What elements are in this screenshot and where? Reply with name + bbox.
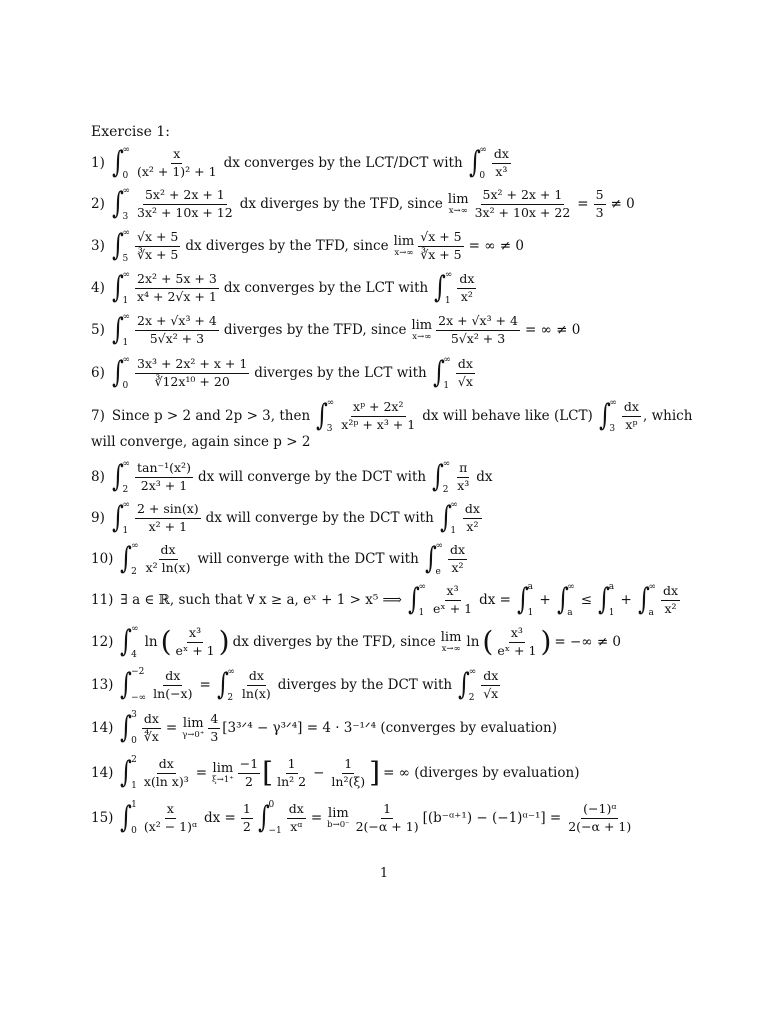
- item-6: 6) ∫ ∞ 0 $\frac{\text{3x³ + 2x² + x + 1}}{\text{∛12x¹⁰ + 20}}$ diverges by the LCT with ∫ ∞ 1 $\frac{dx}{√x}$: [91, 355, 473, 391]
- integral: ∫ 1 0: [120, 800, 137, 836]
- integral: ∫ ∞ 2: [111, 459, 130, 495]
- integral: ∫ ∞ 1: [111, 270, 130, 306]
- fraction: $\frac{dx}{\text{x²}}$: [662, 583, 678, 616]
- limit: lim x→∞: [447, 191, 469, 216]
- item-14b: 14) ∫ 2 1 $\frac{dx}{\text{x(ln x)³}}$ = lim ξ→1⁺ $\frac{-1}{2}$ [ $\frac{1}{\text{ln² 2}}$ − $\frac{1}{\text{ln²(ξ)}}$ ] = ∞ (diverges by evaluation): [91, 755, 580, 791]
- fraction: $\frac{dx}{\text{x²}}$: [464, 501, 480, 534]
- item-7-continuation: will converge, again since p > 2: [91, 434, 311, 450]
- integral: ∫ ∞ 4: [120, 624, 139, 660]
- integral: ∫ ∞ 1: [407, 582, 427, 618]
- fraction: $\frac{dx}{√x}$: [457, 356, 473, 389]
- integral: ∫ 2 1: [120, 755, 137, 791]
- fraction: $\frac{\text{x³}}{\text{eˣ + 1}}$: [175, 625, 215, 658]
- exercise-heading: Exercise 1:: [91, 124, 170, 140]
- integral: ∫ a 1: [516, 582, 534, 618]
- fraction: $\frac{dx}{\ln(x)}$: [241, 668, 271, 701]
- integral: ∫ ∞ 1: [434, 270, 453, 306]
- limit: lim x→∞: [440, 629, 462, 654]
- integral: ∫ ∞ 1: [439, 500, 458, 536]
- fraction: $\frac{\pi}{\text{x³}}$: [457, 460, 470, 493]
- item-14: 14) ∫ 3 0 $\frac{dx}{∜x}$ = lim γ→0⁺ $\frac{4}{3}$ [3³ᐟ⁴ − γ³ᐟ⁴] = 4 · 3⁻¹ᐟ⁴ (converges by evaluation): [91, 710, 558, 746]
- page-number: 1: [379, 866, 389, 881]
- fraction: $\frac{dx}{\text{x²}}$: [459, 271, 475, 304]
- integral: ∫ ∞ 3: [316, 398, 335, 434]
- integral: ∫ ∞ 2: [120, 541, 139, 577]
- fraction: $\frac{√x + 5}{∛x + 5}$: [137, 229, 179, 262]
- integral: ∫ ∞ 5: [111, 228, 130, 264]
- fraction: $\frac{1}{2(-\alpha + 1)}$: [355, 801, 419, 834]
- integral: ∫ ∞ 3: [598, 398, 617, 434]
- integral: ∫ ∞ e: [424, 541, 443, 577]
- item-11: 11) ∃ a ∈ ℝ, such that ∀ x ≥ a, eˣ + 1 > x⁵ ⟹ ∫ ∞ 1 $\frac{\text{x³}}{\text{eˣ + 1}}$ dx = ∫ a 1 + ∫ ∞ a ≤ ∫ a 1 + ∫ ∞ a $\frac{dx}{\text{x²}}$: [91, 582, 678, 618]
- fraction: $\frac{dx}{\text{xᵅ}}$: [288, 801, 304, 834]
- integral: ∫ ∞ 3: [111, 186, 130, 222]
- fraction: $\frac{dx}{\text{x² ln(x)}}$: [145, 542, 191, 575]
- fraction: $\frac{-1}{2}$: [239, 756, 259, 789]
- integral: ∫ ∞ 0: [111, 145, 130, 181]
- fraction: $\frac{dx}{\text{x²}}$: [449, 542, 465, 575]
- item-3: 3) ∫ ∞ 5 $\frac{√x + 5}{∛x + 5}$ dx diverges by the TFD, since lim x→∞ $\frac{√x + 5}{∛x + 5}$ = ∞ ≠ 0: [91, 228, 524, 264]
- fraction: $\frac{\text{2x² + 5x + 3}}{\text{x⁴ + 2√x + 1}}$: [137, 271, 217, 304]
- fraction: $\frac{\text{3x³ + 2x² + x + 1}}{\text{∛12x¹⁰ + 20}}$: [137, 356, 248, 389]
- item-10: 10) ∫ ∞ 2 $\frac{dx}{\text{x² ln(x)}}$ will converge with the DCT with ∫ ∞ e $\frac{dx}{\text{x²}}$: [91, 541, 465, 577]
- integral: ∫ ∞ 1: [432, 355, 451, 391]
- item-4: 4) ∫ ∞ 1 $\frac{\text{2x² + 5x + 3}}{\text{x⁴ + 2√x + 1}}$ dx converges by the LCT with ∫ ∞ 1 $\frac{dx}{\text{x²}}$: [91, 270, 475, 306]
- limit: lim γ→0⁺: [182, 715, 205, 740]
- fraction: $\frac{\text{5x² + 2x + 1}}{\text{3x² + 10x + 12}}$: [137, 187, 233, 220]
- fraction: $\frac{dx}{\text{x(ln x)³}}$: [143, 756, 189, 789]
- fraction: $\frac{4}{3}$: [210, 711, 219, 744]
- fraction: $\frac{5}{3}$: [595, 187, 604, 220]
- limit: lim ξ→1⁺: [212, 760, 234, 785]
- item-1: 1) ∫ ∞ 0 $\frac{x}{\text{(x² + 1)² + 1}}$ dx converges by the LCT/DCT with ∫ ∞ 0 $\frac{dx}{\text{x³}}$: [91, 145, 509, 181]
- fraction: $\frac{\text{5x² + 2x + 1}}{\text{3x² + 10x + 22}}$: [474, 187, 571, 220]
- integral: ∫ ∞ a: [556, 582, 575, 618]
- integral: ∫ ∞ 0: [468, 145, 487, 181]
- integral: ∫ ∞ 2: [216, 667, 235, 703]
- fraction: $\frac{\text{2x + √x³ + 4}}{\text{5√x² + 3}}$: [438, 313, 518, 346]
- integral: ∫ −2 −∞: [120, 667, 147, 703]
- item-13: 13) ∫ −2 −∞ $\frac{dx}{\ln(-x)}$ = ∫ ∞ 2 $\frac{dx}{\ln(x)}$ diverges by the DCT with ∫ ∞ 2 $\frac{dx}{√x}$: [91, 667, 499, 703]
- fraction: $\frac{1}{\text{ln²(ξ)}}$: [331, 756, 366, 789]
- item-9: 9) ∫ ∞ 1 $\frac{2 + \sin(x)}{\text{x² + 1}}$ dx will converge by the DCT with ∫ ∞ 1 $\frac{dx}{\text{x²}}$: [91, 500, 480, 536]
- limit: lim b→0⁻: [327, 805, 350, 830]
- integral: ∫ ∞ 2: [432, 459, 451, 495]
- item-12: 12) ∫ ∞ 4 ln ( $\frac{\text{x³}}{\text{eˣ + 1}}$ ) dx diverges by the TFD, since lim x→∞ ln ( $\frac{\text{x³}}{\text{eˣ + 1}}$ ) = −∞ ≠ 0: [91, 624, 622, 660]
- fraction: $\frac{\text{2x + √x³ + 4}}{\text{5√x² + 3}}$: [137, 313, 217, 346]
- integral: ∫ ∞ 2: [458, 667, 477, 703]
- integral: ∫ ∞ 0: [111, 355, 130, 391]
- fraction: $\frac{dx}{∜x}$: [143, 711, 159, 744]
- item-5: 5) ∫ ∞ 1 $\frac{\text{2x + √x³ + 4}}{\text{5√x² + 3}}$ diverges by the TFD, since lim x→∞ $\frac{\text{2x + √x³ + 4}}{\text{5√x² + 3}}$ = ∞ ≠ 0: [91, 312, 581, 348]
- fraction: $\frac{dx}{\text{xᵖ}}$: [623, 399, 639, 432]
- limit: lim x→∞: [411, 317, 433, 342]
- integral: ∫ ∞ a: [637, 582, 656, 618]
- integral: ∫ ∞ 1: [111, 500, 130, 536]
- fraction: $\frac{x}{\text{(x² + 1)² + 1}}$: [137, 146, 217, 179]
- fraction: $\frac{\text{x³}}{\text{eˣ + 1}}$: [433, 583, 473, 616]
- integral: ∫ a 1: [598, 582, 615, 618]
- fraction: $\frac{1}{\text{ln² 2}}$: [277, 756, 307, 789]
- fraction: $\frac{dx}{\ln(-x)}$: [153, 668, 193, 701]
- item-15: 15) ∫ 1 0 $\frac{x}{\text{(x² − 1)ᵅ}}$ dx = $\frac{1}{2}$ ∫ 0 −1 $\frac{dx}{\text{xᵅ}}$ = lim b→0⁻ $\frac{1}{2(-\alpha + 1)}$ [(b⁻ᵅ⁺¹) − (−1)ᵅ⁻¹] = $\frac{\text{(−1)ᵅ}}{2(-\alpha + 1)}$: [91, 800, 632, 836]
- integral: ∫ ∞ 1: [111, 312, 130, 348]
- fraction: $\frac{2 + \sin(x)}{\text{x² + 1}}$: [137, 501, 199, 534]
- fraction: $\frac{x}{\text{(x² − 1)ᵅ}}$: [143, 801, 198, 834]
- integral: ∫ 3 0: [120, 710, 137, 746]
- fraction: $\frac{dx}{√x}$: [483, 668, 499, 701]
- limit: lim x→∞: [393, 233, 415, 258]
- item-8: 8) ∫ ∞ 2 $\frac{\text{tan⁻¹(x²)}}{\text{2x³ + 1}}$ dx will converge by the DCT with ∫ ∞ 2 $\frac{\pi}{\text{x³}}$ dx: [91, 459, 493, 495]
- integral: ∫ 0 −1: [257, 800, 282, 836]
- fraction: $\frac{\text{(−1)ᵅ}}{2(-\alpha + 1)}$: [568, 801, 632, 834]
- fraction: $\frac{\text{tan⁻¹(x²)}}{\text{2x³ + 1}}$: [137, 460, 191, 493]
- fraction: $\frac{\text{xᵖ + 2x²}}{\text{x²ᵖ + x³ + 1}}$: [341, 399, 416, 432]
- item-7: 7) Since p > 2 and 2p > 3, then ∫ ∞ 3 $\frac{\text{xᵖ + 2x²}}{\text{x²ᵖ + x³ + 1}}$ dx will behave like (LCT) ∫ ∞ 3 $\frac{dx}{\text{xᵖ}}$ , which: [91, 398, 693, 434]
- item-2: 2) ∫ ∞ 3 $\frac{\text{5x² + 2x + 1}}{\text{3x² + 10x + 12}}$ dx diverges by the TFD, since lim x→∞ $\frac{\text{5x² + 2x + 1}}{\text{3x² + 10x + 22}}$ = $\frac{5}{3}$ ≠ 0: [91, 186, 635, 222]
- fraction: $\frac{\text{x³}}{\text{eˣ + 1}}$: [497, 625, 537, 658]
- fraction: $\frac{1}{2}$: [242, 801, 251, 834]
- fraction: $\frac{dx}{\text{x³}}$: [493, 146, 509, 179]
- fraction: $\frac{√x + 5}{∛x + 5}$: [420, 229, 462, 262]
